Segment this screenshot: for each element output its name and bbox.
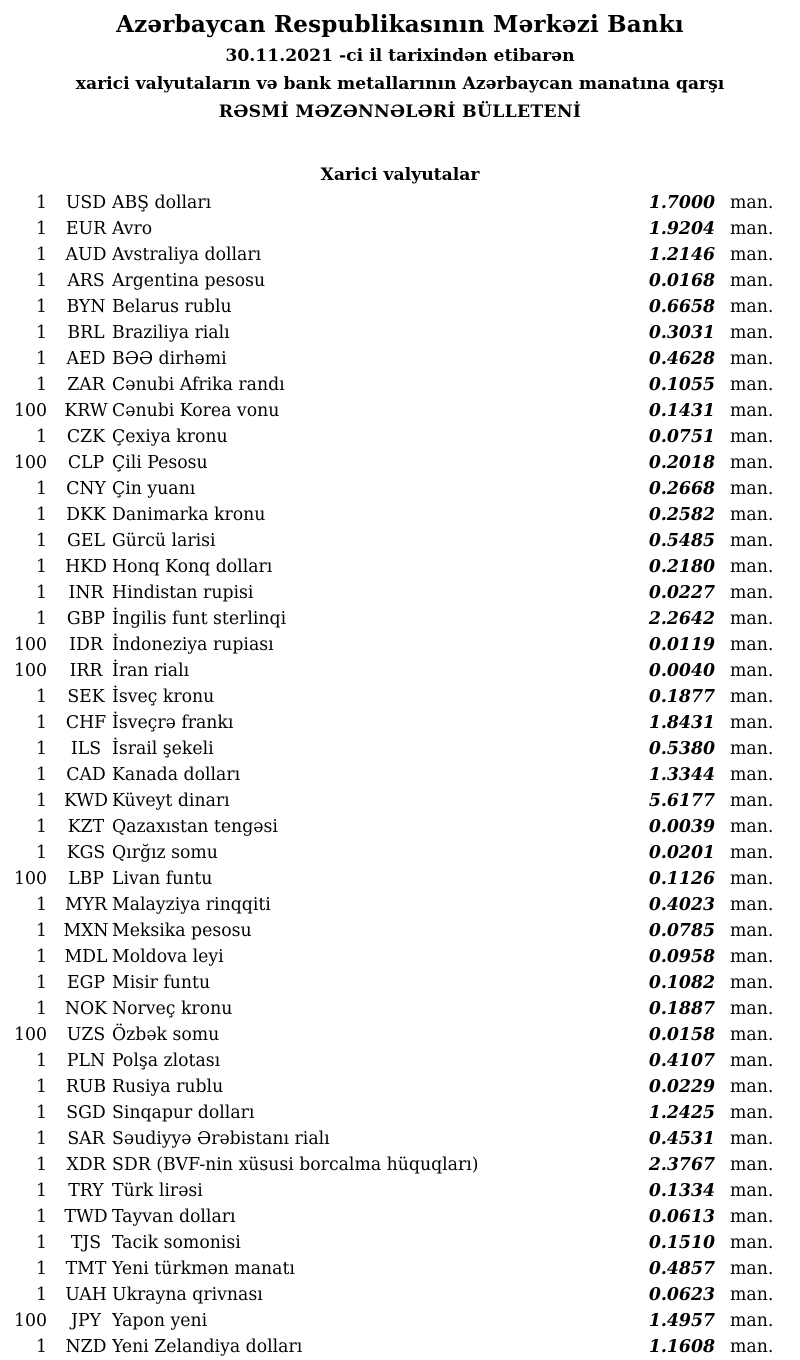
- currency-code: CHF: [65, 713, 107, 733]
- currency-rate: 1.2146: [648, 245, 715, 265]
- effective-date-line: 30.11.2021 -ci il tarixindən etibarən: [225, 46, 575, 66]
- currency-name: Türk lirəsi: [112, 1181, 203, 1201]
- currency-row: [0, 814, 800, 840]
- currency-name: Gürcü larisi: [112, 531, 216, 551]
- currency-code: USD: [65, 193, 107, 213]
- currency-quantity: 1: [36, 297, 47, 317]
- currency-row: [0, 710, 800, 736]
- bank-name-title: Azərbaycan Respublikasının Mərkəzi Bankı: [116, 11, 684, 38]
- currency-row: [0, 944, 800, 970]
- currency-quantity: 1: [36, 375, 47, 395]
- currency-name: İndoneziya rupiası: [112, 635, 274, 655]
- currency-name: Hindistan rupisi: [112, 583, 254, 603]
- currency-row: [0, 788, 800, 814]
- currency-quantity: 100: [14, 401, 47, 421]
- currency-row: [0, 528, 800, 554]
- currency-name: Misir funtu: [112, 973, 211, 993]
- currency-code: SGD: [66, 1103, 106, 1123]
- currency-unit-label: man.: [730, 531, 774, 551]
- currency-unit-label: man.: [730, 271, 774, 291]
- currency-rate: 0.2582: [648, 505, 715, 525]
- currency-name: Polşa zlotası: [112, 1051, 221, 1071]
- currency-code: TWD: [64, 1207, 108, 1227]
- currency-row: [0, 684, 800, 710]
- currency-code: XDR: [66, 1155, 106, 1175]
- currency-code: KRW: [64, 401, 108, 421]
- currency-quantity: 1: [36, 427, 47, 447]
- currency-rate: 0.1887: [648, 999, 715, 1019]
- currency-quantity: 1: [36, 531, 47, 551]
- currency-quantity: 1: [36, 713, 47, 733]
- currency-code: UAH: [65, 1285, 107, 1305]
- currency-name: İsrail şekeli: [112, 739, 214, 759]
- currency-name: Tayvan dolları: [112, 1207, 236, 1227]
- currency-unit-label: man.: [730, 375, 774, 395]
- currency-code: KGS: [66, 843, 106, 863]
- currency-code: KWD: [64, 791, 108, 811]
- currency-quantity: 1: [36, 583, 47, 603]
- currency-code: CAD: [66, 765, 106, 785]
- currency-quantity: 1: [36, 1103, 47, 1123]
- currency-unit-label: man.: [730, 479, 774, 499]
- currency-quantity: 100: [14, 453, 47, 473]
- currency-quantity: 1: [36, 193, 47, 213]
- currency-row: [0, 424, 800, 450]
- currency-quantity: 100: [14, 869, 47, 889]
- currency-name: Norveç kronu: [112, 999, 233, 1019]
- currency-name: Küveyt dinarı: [112, 791, 230, 811]
- currency-code: INR: [68, 583, 104, 603]
- bulletin-header: [0, 0, 800, 126]
- currency-code: PLN: [66, 1051, 106, 1071]
- currency-unit-label: man.: [730, 921, 774, 941]
- currency-quantity: 1: [36, 1285, 47, 1305]
- currency-rate: 1.7000: [648, 193, 715, 213]
- currency-row: [0, 1152, 800, 1178]
- currency-quantity: 1: [36, 245, 47, 265]
- currency-unit-label: man.: [730, 1077, 774, 1097]
- currency-name: Ukrayna qrivnası: [112, 1285, 263, 1305]
- currency-unit-label: man.: [730, 1025, 774, 1045]
- currency-rate: 0.0040: [648, 661, 715, 681]
- currency-row: [0, 970, 800, 996]
- currency-unit-label: man.: [730, 1311, 774, 1331]
- currency-unit-label: man.: [730, 609, 774, 629]
- currency-code: EGP: [66, 973, 106, 993]
- currency-unit-label: man.: [730, 1181, 774, 1201]
- currency-name: Qazaxıstan tengəsi: [112, 817, 278, 837]
- currency-rate: 0.1126: [648, 869, 715, 889]
- currency-quantity: 1: [36, 479, 47, 499]
- currency-code: IDR: [69, 635, 103, 655]
- currency-row: [0, 658, 800, 684]
- currency-rate: 0.1082: [648, 973, 715, 993]
- currency-name: İngilis funt sterlinqi: [112, 609, 287, 629]
- currency-unit-label: man.: [730, 453, 774, 473]
- currency-name: Meksika pesosu: [112, 921, 252, 941]
- currency-name: Çili Pesosu: [112, 453, 208, 473]
- currency-name: Argentina pesosu: [112, 271, 266, 291]
- currency-row: [0, 1256, 800, 1282]
- currency-rate: 5.6177: [648, 791, 715, 811]
- currency-name: Yeni Zelandiya dolları: [112, 1337, 303, 1357]
- currency-code: HKD: [65, 557, 107, 577]
- currency-code: KZT: [67, 817, 105, 837]
- rates-table: [0, 190, 800, 1360]
- currency-name: Qırğız somu: [112, 843, 218, 863]
- currency-code: DKK: [66, 505, 106, 525]
- currency-rate: 1.3344: [648, 765, 715, 785]
- currency-code: TRY: [68, 1181, 104, 1201]
- currency-unit-label: man.: [730, 427, 774, 447]
- currency-rate: 0.0785: [648, 921, 715, 941]
- currency-rate: 0.5485: [648, 531, 715, 551]
- currency-unit-label: man.: [730, 687, 774, 707]
- currency-rate: 0.5380: [648, 739, 715, 759]
- currency-rate: 1.9204: [648, 219, 715, 239]
- currency-rate: 0.4628: [648, 349, 715, 369]
- section-title-foreign-currencies: Xarici valyutalar: [320, 165, 480, 185]
- currency-name: Belarus rublu: [112, 297, 232, 317]
- currency-row: [0, 268, 800, 294]
- currency-row: [0, 632, 800, 658]
- currency-rate: 0.2180: [648, 557, 715, 577]
- currency-quantity: 1: [36, 947, 47, 967]
- currency-name: Yapon yeni: [112, 1311, 208, 1331]
- currency-name: Çexiya kronu: [112, 427, 228, 447]
- currency-unit-label: man.: [730, 583, 774, 603]
- currency-quantity: 1: [36, 895, 47, 915]
- currency-row: [0, 1022, 800, 1048]
- currency-code: AUD: [65, 245, 107, 265]
- currency-code: EUR: [65, 219, 107, 239]
- currency-unit-label: man.: [730, 1129, 774, 1149]
- currency-code: ZAR: [67, 375, 105, 395]
- currency-unit-label: man.: [730, 713, 774, 733]
- currency-code: RUB: [65, 1077, 107, 1097]
- currency-name: Səudiyyə Ərəbistanı rialı: [112, 1129, 330, 1149]
- currency-code: TMT: [65, 1259, 107, 1279]
- currency-rate: 0.4531: [648, 1129, 715, 1149]
- currency-rate: 0.4023: [648, 895, 715, 915]
- currency-quantity: 1: [36, 973, 47, 993]
- currency-unit-label: man.: [730, 1233, 774, 1253]
- currency-row: [0, 1230, 800, 1256]
- currency-code: BRL: [67, 323, 105, 343]
- currency-rate: 0.0229: [648, 1077, 715, 1097]
- currency-row: [0, 242, 800, 268]
- currency-row: [0, 762, 800, 788]
- currency-row: [0, 918, 800, 944]
- currency-row: [0, 554, 800, 580]
- currency-quantity: 1: [36, 557, 47, 577]
- currency-quantity: 100: [14, 661, 47, 681]
- currency-row: [0, 372, 800, 398]
- currency-unit-label: man.: [730, 791, 774, 811]
- currency-row: [0, 1100, 800, 1126]
- currency-row: [0, 1308, 800, 1334]
- currency-unit-label: man.: [730, 1155, 774, 1175]
- currency-unit-label: man.: [730, 947, 774, 967]
- currency-row: [0, 866, 800, 892]
- currency-rate: 0.0623: [648, 1285, 715, 1305]
- currency-name: Malayziya rinqqiti: [112, 895, 271, 915]
- currency-rate: 0.0751: [648, 427, 715, 447]
- currency-unit-label: man.: [730, 1207, 774, 1227]
- currency-code: CNY: [66, 479, 106, 499]
- currency-code: BYN: [66, 297, 106, 317]
- currency-quantity: 1: [36, 505, 47, 525]
- currency-rate: 0.2018: [648, 453, 715, 473]
- currency-code: AED: [66, 349, 106, 369]
- currency-unit-label: man.: [730, 349, 774, 369]
- currency-name: Özbək somu: [112, 1025, 220, 1045]
- currency-rate: 0.4857: [648, 1259, 715, 1279]
- currency-name: Kanada dolları: [112, 765, 241, 785]
- currency-unit-label: man.: [730, 739, 774, 759]
- currency-name: Danimarka kronu: [112, 505, 266, 525]
- currency-name: Braziliya rialı: [112, 323, 230, 343]
- currency-unit-label: man.: [730, 297, 774, 317]
- currency-row: [0, 476, 800, 502]
- currency-quantity: 1: [36, 349, 47, 369]
- currency-quantity: 1: [36, 791, 47, 811]
- currency-row: [0, 1204, 800, 1230]
- currency-row: [0, 450, 800, 476]
- currency-code: SAR: [67, 1129, 105, 1149]
- currency-name: Moldova leyi: [112, 947, 224, 967]
- currency-row: [0, 294, 800, 320]
- currency-code: UZS: [66, 1025, 106, 1045]
- currency-code: CLP: [67, 453, 105, 473]
- currency-unit-label: man.: [730, 557, 774, 577]
- bulletin-subtitle: xarici valyutaların və bank metallarının Azərbaycan manatına qarşı: [75, 74, 725, 94]
- currency-name: SDR (BVF-nin xüsusi borcalma hüquqları): [112, 1155, 479, 1175]
- currency-rate: 1.2425: [648, 1103, 715, 1123]
- currency-quantity: 1: [36, 1337, 47, 1357]
- currency-unit-label: man.: [730, 1103, 774, 1123]
- currency-unit-label: man.: [730, 323, 774, 343]
- currency-rate: 1.1608: [648, 1337, 715, 1357]
- currency-code: NOK: [64, 999, 108, 1019]
- currency-rate: 0.1510: [648, 1233, 715, 1253]
- currency-row: [0, 580, 800, 606]
- currency-row: [0, 1074, 800, 1100]
- currency-rate: 0.1877: [648, 687, 715, 707]
- currency-unit-label: man.: [730, 973, 774, 993]
- currency-quantity: 1: [36, 609, 47, 629]
- currency-rate: 0.0158: [648, 1025, 715, 1045]
- currency-name: Çin yuanı: [112, 479, 196, 499]
- currency-name: Livan funtu: [112, 869, 213, 889]
- currency-rate: 1.8431: [648, 713, 715, 733]
- currency-unit-label: man.: [730, 1337, 774, 1357]
- currency-quantity: 100: [14, 1311, 47, 1331]
- currency-code: ARS: [67, 271, 105, 291]
- currency-name: Cənubi Korea vonu: [112, 401, 280, 421]
- currency-row: [0, 996, 800, 1022]
- currency-rate: 0.0227: [648, 583, 715, 603]
- currency-unit-label: man.: [730, 245, 774, 265]
- currency-code: MXN: [63, 921, 109, 941]
- currency-unit-label: man.: [730, 895, 774, 915]
- currency-code: ILS: [70, 739, 102, 759]
- currency-unit-label: man.: [730, 505, 774, 525]
- currency-code: NZD: [65, 1337, 107, 1357]
- currency-quantity: 1: [36, 1181, 47, 1201]
- currency-unit-label: man.: [730, 765, 774, 785]
- currency-rate: 2.3767: [648, 1155, 715, 1175]
- currency-quantity: 1: [36, 1207, 47, 1227]
- currency-name: Sinqapur dolları: [112, 1103, 255, 1123]
- currency-rate: 0.1334: [648, 1181, 715, 1201]
- currency-unit-label: man.: [730, 1051, 774, 1071]
- currency-name: Tacik somonisi: [112, 1233, 241, 1253]
- currency-rate: 0.2668: [648, 479, 715, 499]
- currency-quantity: 1: [36, 843, 47, 863]
- currency-rate: 0.0613: [648, 1207, 715, 1227]
- currency-rate: 0.1055: [648, 375, 715, 395]
- bulletin-title: RƏSMİ MƏZƏNNƏLƏRİ BÜLLETENİ: [218, 102, 582, 122]
- currency-row: [0, 216, 800, 242]
- currency-rate: 0.0168: [648, 271, 715, 291]
- currency-name: Cənubi Afrika randı: [112, 375, 285, 395]
- currency-quantity: 1: [36, 1259, 47, 1279]
- currency-quantity: 1: [36, 1155, 47, 1175]
- currency-unit-label: man.: [730, 999, 774, 1019]
- currency-quantity: 1: [36, 739, 47, 759]
- currency-quantity: 100: [14, 635, 47, 655]
- currency-rate: 0.0958: [648, 947, 715, 967]
- currency-name: Avstraliya dolları: [112, 245, 262, 265]
- currency-row: [0, 736, 800, 762]
- currency-row: [0, 840, 800, 866]
- currency-row: [0, 320, 800, 346]
- currency-name: Avro: [112, 219, 153, 239]
- currency-name: Honq Konq dolları: [112, 557, 273, 577]
- currency-rate: 0.3031: [648, 323, 715, 343]
- currency-code: TJS: [70, 1233, 102, 1253]
- currency-row: [0, 502, 800, 528]
- currency-unit-label: man.: [730, 193, 774, 213]
- currency-quantity: 1: [36, 999, 47, 1019]
- currency-rate: 0.6658: [648, 297, 715, 317]
- currency-quantity: 1: [36, 921, 47, 941]
- currency-name: ABŞ dolları: [112, 193, 212, 213]
- currency-code: IRR: [69, 661, 103, 681]
- currency-unit-label: man.: [730, 1259, 774, 1279]
- currency-rate: 2.2642: [648, 609, 715, 629]
- currency-name: BƏƏ dirhəmi: [112, 349, 227, 369]
- currency-code: GBP: [66, 609, 106, 629]
- currency-name: Yeni türkmən manatı: [112, 1259, 295, 1279]
- currency-row: [0, 398, 800, 424]
- currency-row: [0, 1126, 800, 1152]
- currency-unit-label: man.: [730, 843, 774, 863]
- currency-name: İran rialı: [112, 661, 190, 681]
- currency-quantity: 1: [36, 687, 47, 707]
- currency-quantity: 100: [14, 1025, 47, 1045]
- currency-code: SEK: [67, 687, 105, 707]
- currency-quantity: 1: [36, 1077, 47, 1097]
- currency-row: [0, 190, 800, 216]
- currency-row: [0, 1282, 800, 1308]
- currency-unit-label: man.: [730, 661, 774, 681]
- currency-rate: 0.1431: [648, 401, 715, 421]
- currency-row: [0, 346, 800, 372]
- currency-rate: 0.4107: [648, 1051, 715, 1071]
- currency-rate: 0.0201: [648, 843, 715, 863]
- currency-unit-label: man.: [730, 401, 774, 421]
- currency-name: İsveçrə frankı: [112, 713, 234, 733]
- currency-quantity: 1: [36, 271, 47, 291]
- currency-unit-label: man.: [730, 219, 774, 239]
- currency-row: [0, 1178, 800, 1204]
- currency-unit-label: man.: [730, 817, 774, 837]
- currency-row: [0, 606, 800, 632]
- currency-quantity: 1: [36, 1233, 47, 1253]
- currency-quantity: 1: [36, 1051, 47, 1071]
- currency-rate: 0.0119: [648, 635, 715, 655]
- currency-quantity: 1: [36, 1129, 47, 1149]
- currency-rate: 1.4957: [648, 1311, 715, 1331]
- currency-code: MYR: [64, 895, 108, 915]
- currency-row: [0, 1334, 800, 1360]
- currency-quantity: 1: [36, 219, 47, 239]
- currency-unit-label: man.: [730, 1285, 774, 1305]
- currency-name: Rusiya rublu: [112, 1077, 224, 1097]
- currency-rate: 0.0039: [648, 817, 715, 837]
- currency-row: [0, 1048, 800, 1074]
- currency-row: [0, 892, 800, 918]
- currency-code: LBP: [68, 869, 104, 889]
- currency-code: MDL: [64, 947, 108, 967]
- currency-code: JPY: [71, 1311, 101, 1331]
- currency-quantity: 1: [36, 323, 47, 343]
- currency-name: İsveç kronu: [112, 687, 215, 707]
- currency-unit-label: man.: [730, 635, 774, 655]
- currency-quantity: 1: [36, 817, 47, 837]
- currency-code: GEL: [67, 531, 105, 551]
- currency-unit-label: man.: [730, 869, 774, 889]
- currency-quantity: 1: [36, 765, 47, 785]
- currency-code: CZK: [66, 427, 106, 447]
